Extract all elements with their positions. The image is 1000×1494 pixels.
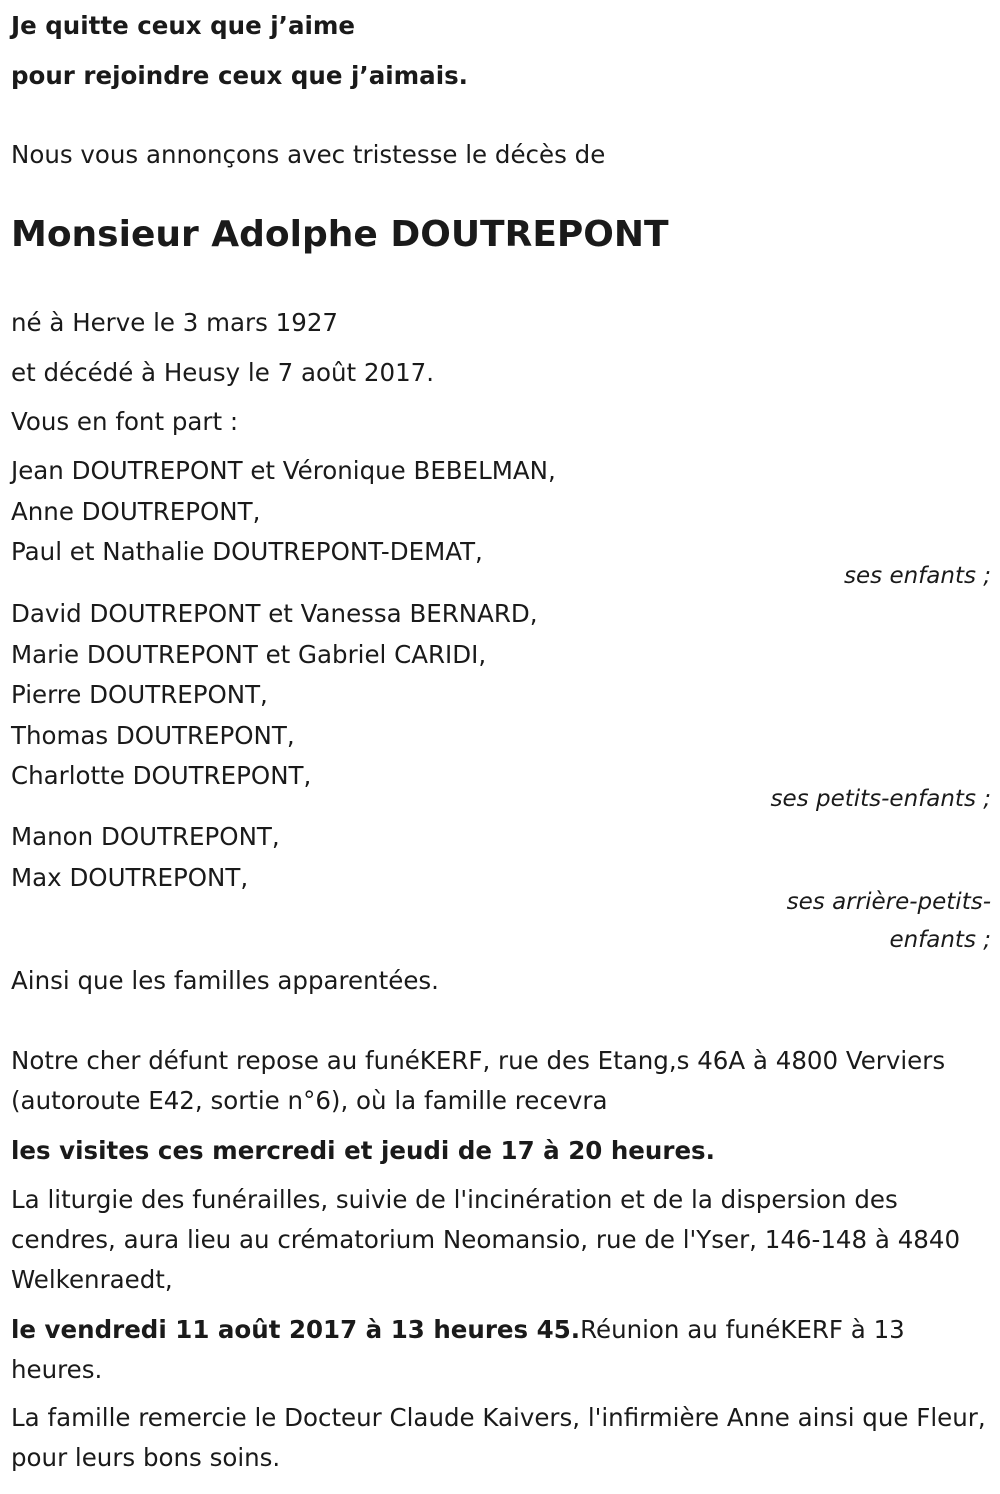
- list-item: Manon DOUTREPONT,: [11, 822, 280, 851]
- death-info: et décédé à Heusy le 7 août 2017.: [11, 358, 435, 387]
- list-item: Thomas DOUTREPONT,: [11, 720, 295, 750]
- great-grandchildren-role: ses arrière-petits-enfants ;: [786, 889, 991, 953]
- quote-line-2: pour rejoindre ceux que j’aimais.: [11, 61, 468, 90]
- thanks-paragraph: La famille remercie le Docteur Claude Kaivers, l'infirmière Anne ainsi que Fleur, pour leurs bons soins.: [11, 1403, 986, 1472]
- list-item: Anne DOUTREPONT,: [11, 496, 261, 526]
- repose-paragraph: Notre cher défunt repose au funéKERF, rue des Etang,s 46A à 4800 Verviers (autoroute E42, sortie n°6), où la famille recevra: [11, 1046, 946, 1115]
- visits-paragraph: les visites ces mercredi et jeudi de 17 à 20 heures.: [11, 1136, 715, 1165]
- list-item: Paul et Nathalie DOUTREPONT-DEMAT,: [11, 537, 483, 566]
- deceased-name: Monsieur Adolphe DOUTREPONT: [11, 214, 669, 255]
- quote-line-1: Je quitte ceux que j’aime: [11, 11, 356, 40]
- children-list: [11, 451, 991, 573]
- list-item: Jean DOUTREPONT et Véronique BEBELMAN,: [11, 456, 556, 485]
- ceremony-meeting: Réunion au funéKERF à 13 heures.: [11, 1315, 905, 1384]
- birth-info: né à Herve le 3 mars 1927: [11, 308, 339, 337]
- announce-label: Vous en font part :: [11, 407, 239, 436]
- list-item: Max DOUTREPONT,: [11, 862, 249, 892]
- children-role: ses enfants ;: [844, 563, 991, 589]
- announcement-intro: Nous vous annonçons avec tristesse le décès de: [11, 140, 606, 169]
- grandchildren-role: ses petits-enfants ;: [770, 786, 991, 812]
- families-line: Ainsi que les familles apparentées.: [11, 966, 439, 995]
- list-item: Marie DOUTREPONT et Gabriel CARIDI,: [11, 639, 487, 669]
- list-item: Pierre DOUTREPONT,: [11, 680, 268, 709]
- liturgy-paragraph: La liturgie des funérailles, suivie de l'incinération et de la dispersion des cendres, aura lieu au crématorium Neomansio, rue de l'Yser, 146-148 à 4840 Welkenraedt,: [11, 1185, 961, 1294]
- ceremony-paragraph: [11, 1310, 991, 1390]
- grandchildren-list: [11, 594, 991, 797]
- list-item: David DOUTREPONT et Vanessa BERNARD,: [11, 599, 538, 628]
- list-item: Charlotte DOUTREPONT,: [11, 761, 312, 790]
- ceremony-date: le vendredi 11 août 2017 à 13 heures 45.: [11, 1315, 581, 1344]
